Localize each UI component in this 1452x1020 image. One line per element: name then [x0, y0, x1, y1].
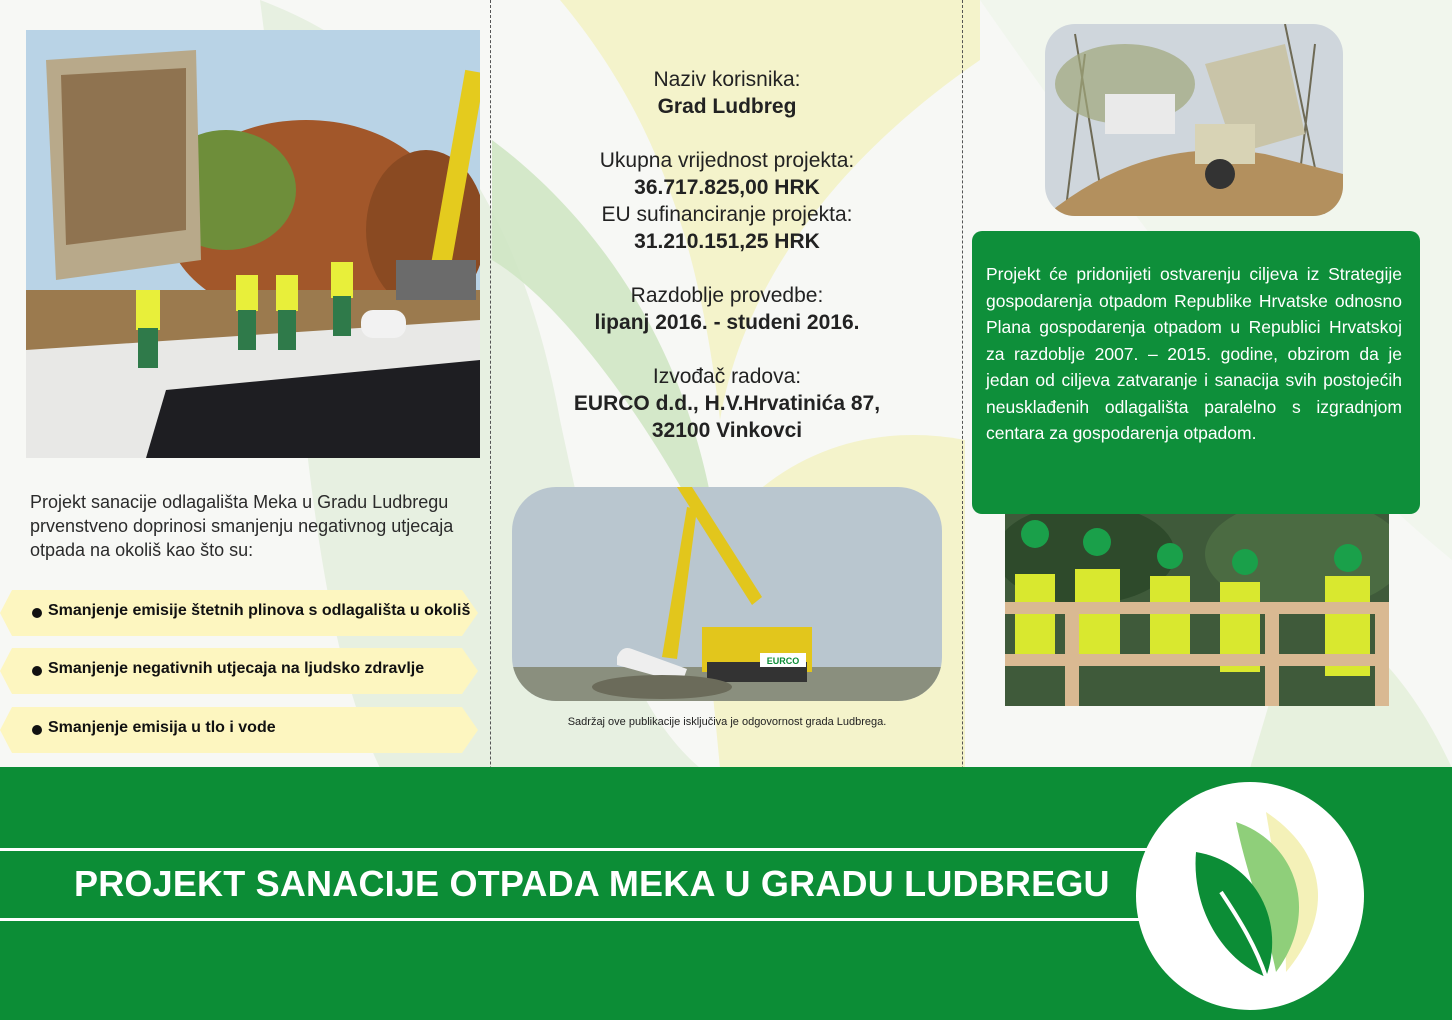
bullet-banner-1	[0, 590, 478, 636]
user-label: Naziv korisnika:	[653, 68, 801, 91]
footer-line-top	[0, 848, 1150, 851]
project-info	[492, 66, 962, 444]
intro-paragraph: Projekt sanacije odlagališta Meka u Gradu Ludbregu prvenstveno doprinosi smanjenju negativnog utjecaja otpada na okoliš kao što su:	[30, 492, 454, 560]
photo-dump-truck-workers	[26, 30, 480, 458]
leaf-logo-icon	[1136, 782, 1364, 1010]
total-label: Ukupna vrijednost projekta:	[599, 149, 855, 172]
bullet-dot-icon	[32, 608, 42, 618]
photo-officials-hardhats	[1005, 514, 1389, 706]
eu-label: EU sufinanciranje projekta:	[601, 203, 853, 226]
footer-line-bottom	[0, 918, 1150, 921]
footer-title: PROJEKT SANACIJE OTPADA MEKA U GRADU LUDBREGU	[74, 863, 1110, 904]
bullet-text-1: Smanjenje emisije štetnih plinova s odlagališta u okoliš	[48, 602, 471, 619]
bullet-text-3: Smanjenje emisija u tlo i vode	[48, 719, 276, 736]
bullet-text-2: Smanjenje negativnih utjecaja na ljudsko zdravlje	[48, 660, 425, 677]
period-value: lipanj 2016. - studeni 2016.	[594, 311, 860, 334]
contractor-value-line2: 32100 Vinkovci	[651, 419, 803, 442]
objectives-text: Projekt će pridonijeti ostvarenju ciljeva iz Strategije gospodarenja otpadom Republike Hrvatske odnosno Plana gospodarenja otpadom u Republici Hrvatskoj za razdoblje 2007. – 2015. godine, obzirom da je jedan od ciljeva zatvaranje i sanacija svih postojećih neusklađenih odlagališta paralelno s izgradnjom centara za gospodarenja otpadom.	[986, 264, 1402, 443]
disclaimer-text: Sadržaj ove publikacije isključiva je odgovornost grada Ludbrega.	[567, 716, 887, 728]
excavator-brand-text: EURCO	[766, 656, 800, 666]
bullet-dot-icon	[32, 666, 42, 676]
contractor-label: Izvođač radova:	[652, 365, 802, 388]
objectives-box	[972, 231, 1420, 514]
bullet-dot-icon	[32, 725, 42, 735]
bullet-banner-2	[0, 648, 478, 694]
period-label: Razdoblje provedbe:	[630, 284, 824, 307]
eu-value: 31.210.151,25 HRK	[634, 230, 820, 253]
bullet-banner-3	[0, 707, 478, 753]
photo-dumper-truck	[1045, 24, 1343, 216]
contractor-value-line1: EURCO d.d., H.V.Hrvatinića 87,	[573, 392, 881, 415]
photo-excavator	[512, 487, 942, 701]
user-value: Grad Ludbreg	[657, 95, 797, 118]
total-value: 36.717.825,00 HRK	[634, 176, 820, 199]
